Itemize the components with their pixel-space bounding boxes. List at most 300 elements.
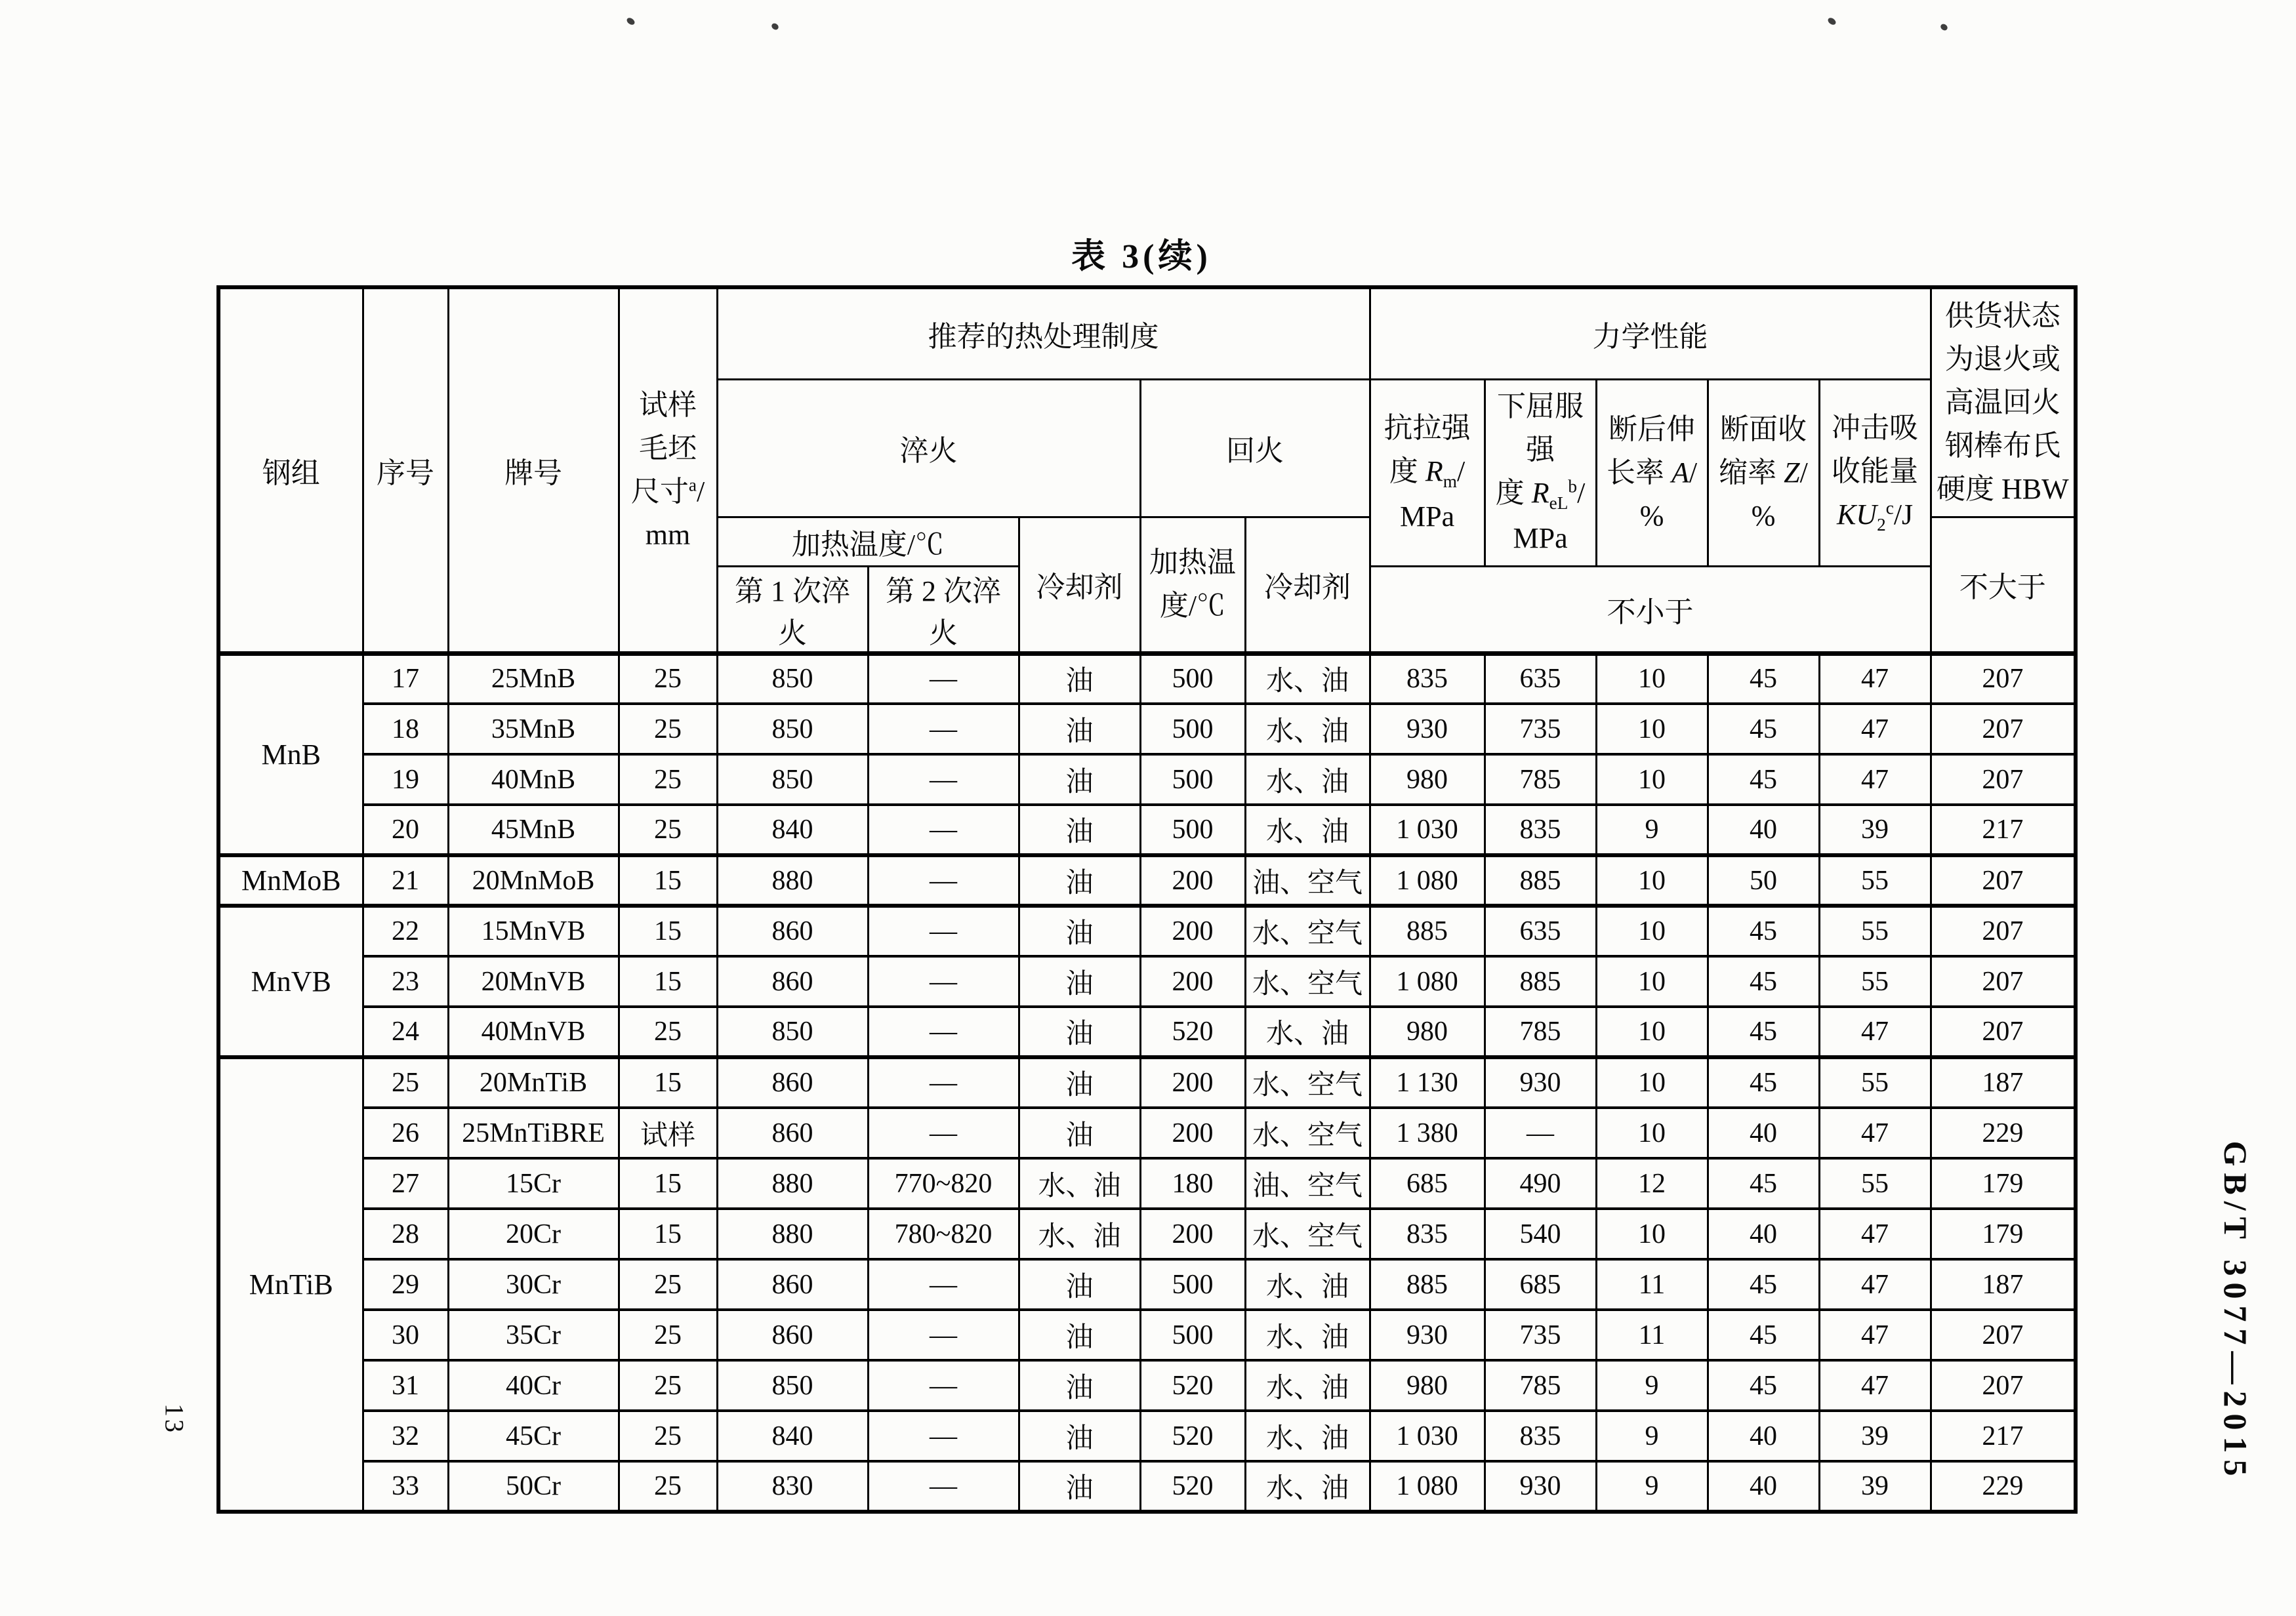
cell-quench2: 770~820 — [868, 1158, 1019, 1209]
cell-rm: 835 — [1370, 653, 1485, 704]
header-not-less-than: 不小于 — [1370, 566, 1931, 653]
header-first-quench: 第 1 次淬火 — [717, 566, 868, 653]
cell-a: 10 — [1596, 1108, 1708, 1158]
cell-z: 40 — [1708, 1108, 1819, 1158]
cell-a: 10 — [1596, 855, 1708, 906]
cell-grade: 20MnMoB — [448, 855, 619, 906]
cell-temper-temp: 200 — [1140, 855, 1245, 906]
table-row — [218, 1461, 2076, 1512]
cell-size: 25 — [619, 1259, 717, 1310]
cell-a: 10 — [1596, 956, 1708, 1007]
cell-temper-coolant: 水、油 — [1245, 805, 1370, 855]
cell-steel-group: MnB — [218, 653, 363, 855]
cell-ku: 47 — [1819, 1209, 1931, 1259]
header-tensile-strength — [1370, 379, 1485, 566]
cell-ku: 47 — [1819, 1259, 1931, 1310]
cell-temper-temp: 520 — [1140, 1360, 1245, 1411]
cell-seq: 18 — [363, 704, 448, 754]
cell-quench2: — — [868, 805, 1019, 855]
cell-temper-temp: 520 — [1140, 1411, 1245, 1461]
cell-ku: 55 — [1819, 906, 1931, 956]
cell-quench-coolant: 油 — [1019, 653, 1140, 704]
cell-a: 9 — [1596, 1461, 1708, 1512]
cell-ku: 55 — [1819, 1057, 1931, 1108]
header-reduction-of-area — [1708, 379, 1819, 566]
cell-temper-temp: 500 — [1140, 1310, 1245, 1360]
cell-quench-coolant: 水、油 — [1019, 1209, 1140, 1259]
cell-z: 40 — [1708, 1411, 1819, 1461]
cell-ku: 47 — [1819, 1310, 1931, 1360]
cell-temper-coolant: 水、空气 — [1245, 906, 1370, 956]
label-line: 试样 — [639, 388, 697, 421]
cell-size: 15 — [619, 855, 717, 906]
cell-steel-group: MnVB — [218, 906, 363, 1057]
cell-steel-group: MnMoB — [218, 855, 363, 906]
label-line: 度 $R_{eL}^b/$ — [1495, 476, 1586, 513]
cell-grade: 45Cr — [448, 1411, 619, 1461]
cell-seq: 28 — [363, 1209, 448, 1259]
cell-temper-coolant: 水、油 — [1245, 1007, 1370, 1057]
cell-hbw: 207 — [1931, 956, 2076, 1007]
cell-hbw: 229 — [1931, 1461, 2076, 1512]
cell-a: 10 — [1596, 704, 1708, 754]
cell-rm: 1 030 — [1370, 805, 1485, 855]
cell-steel-group: MnTiB — [218, 1057, 363, 1512]
cell-quench2: — — [868, 1007, 1019, 1057]
label-line: $KU_2^c/J$ — [1836, 498, 1914, 535]
cell-hbw: 179 — [1931, 1158, 2076, 1209]
cell-grade: 40Cr — [448, 1360, 619, 1411]
header-heat-treatment: 推荐的热处理制度 — [717, 287, 1370, 379]
cell-a: 10 — [1596, 1007, 1708, 1057]
cell-quench2: — — [868, 704, 1019, 754]
cell-grade: 15MnVB — [448, 906, 619, 956]
header-temper-coolant: 冷却剂 — [1245, 517, 1370, 653]
cell-size: 25 — [619, 1310, 717, 1360]
cell-temper-temp: 200 — [1140, 956, 1245, 1007]
label-line: 供货状态 — [1944, 299, 2060, 332]
cell-quench2: — — [868, 1057, 1019, 1108]
cell-temper-coolant: 水、油 — [1245, 1411, 1370, 1461]
cell-z: 40 — [1708, 1461, 1819, 1512]
cell-seq: 30 — [363, 1310, 448, 1360]
header-not-greater-than: 不大于 — [1931, 517, 2076, 653]
cell-a: 10 — [1596, 653, 1708, 704]
cell-rm: 930 — [1370, 704, 1485, 754]
cell-grade: 40MnB — [448, 754, 619, 805]
cell-a: 10 — [1596, 1057, 1708, 1108]
cell-seq: 23 — [363, 956, 448, 1007]
cell-z: 45 — [1708, 1259, 1819, 1310]
cell-size: 25 — [619, 653, 717, 704]
cell-quench1: 880 — [717, 1158, 868, 1209]
table-row — [218, 855, 2076, 906]
cell-rel: 835 — [1485, 1411, 1596, 1461]
table-row — [218, 906, 2076, 956]
cell-hbw: 229 — [1931, 1108, 2076, 1158]
cell-quench1: 850 — [717, 1007, 868, 1057]
cell-quench-coolant: 油 — [1019, 1007, 1140, 1057]
cell-rel: 735 — [1485, 704, 1596, 754]
cell-temper-temp: 520 — [1140, 1007, 1245, 1057]
cell-quench1: 860 — [717, 1259, 868, 1310]
cell-rel: 635 — [1485, 653, 1596, 704]
cell-hbw: 207 — [1931, 754, 2076, 805]
cell-ku: 47 — [1819, 754, 1931, 805]
cell-hbw: 187 — [1931, 1057, 2076, 1108]
cell-hbw: 207 — [1931, 1007, 2076, 1057]
cell-z: 45 — [1708, 1158, 1819, 1209]
cell-rm: 1 080 — [1370, 855, 1485, 906]
cell-temper-temp: 520 — [1140, 1461, 1245, 1512]
scan-speck — [1827, 16, 1837, 26]
cell-ku: 55 — [1819, 956, 1931, 1007]
cell-quench1: 880 — [717, 1209, 868, 1259]
cell-rm: 835 — [1370, 1209, 1485, 1259]
cell-quench-coolant: 油 — [1019, 805, 1140, 855]
label-line: 长率 A/ — [1606, 456, 1698, 489]
cell-quench-coolant: 油 — [1019, 1259, 1140, 1310]
cell-quench-coolant: 油 — [1019, 855, 1140, 906]
label-line: MPa — [1399, 500, 1455, 533]
cell-rm: 980 — [1370, 1360, 1485, 1411]
cell-z: 45 — [1708, 1360, 1819, 1411]
cell-seq: 20 — [363, 805, 448, 855]
cell-a: 10 — [1596, 1209, 1708, 1259]
cell-a: 10 — [1596, 906, 1708, 956]
cell-quench2: — — [868, 906, 1019, 956]
cell-rm: 885 — [1370, 906, 1485, 956]
cell-grade: 25MnTiBRE — [448, 1108, 619, 1158]
cell-quench1: 840 — [717, 805, 868, 855]
header-mechanical-properties: 力学性能 — [1370, 287, 1931, 379]
cell-rm: 685 — [1370, 1158, 1485, 1209]
cell-seq: 17 — [363, 653, 448, 704]
cell-rel: 930 — [1485, 1057, 1596, 1108]
cell-z: 45 — [1708, 1007, 1819, 1057]
cell-size: 15 — [619, 906, 717, 956]
cell-rel: 930 — [1485, 1461, 1596, 1512]
cell-size: 15 — [619, 1057, 717, 1108]
label-line: % — [1639, 499, 1664, 532]
cell-size: 25 — [619, 1360, 717, 1411]
cell-temper-temp: 200 — [1140, 1108, 1245, 1158]
cell-rel: 635 — [1485, 906, 1596, 956]
header-quench-coolant: 冷却剂 — [1019, 517, 1140, 653]
cell-grade: 20MnVB — [448, 956, 619, 1007]
cell-quench-coolant: 油 — [1019, 1310, 1140, 1360]
cell-seq: 25 — [363, 1057, 448, 1108]
label-line: 钢棒布氏 — [1944, 429, 2060, 462]
header-impact-energy — [1819, 379, 1931, 566]
cell-seq: 27 — [363, 1158, 448, 1209]
cell-quench1: 850 — [717, 1360, 868, 1411]
cell-rel: 540 — [1485, 1209, 1596, 1259]
cell-temper-temp: 500 — [1140, 653, 1245, 704]
page-number: 13 — [159, 1404, 190, 1435]
cell-seq: 21 — [363, 855, 448, 906]
header-specimen-size — [619, 287, 717, 653]
heat-treatment-table — [216, 285, 2078, 1514]
header-seq: 序号 — [363, 287, 448, 653]
cell-quench2: — — [868, 855, 1019, 906]
cell-a: 9 — [1596, 1360, 1708, 1411]
cell-ku: 39 — [1819, 805, 1931, 855]
cell-hbw: 217 — [1931, 1411, 2076, 1461]
label-line: 高温回火 — [1944, 386, 2060, 418]
cell-quench1: 850 — [717, 653, 868, 704]
table-row — [218, 754, 2076, 805]
cell-temper-coolant: 油、空气 — [1245, 855, 1370, 906]
cell-seq: 19 — [363, 754, 448, 805]
cell-grade: 50Cr — [448, 1461, 619, 1512]
cell-size: 15 — [619, 1158, 717, 1209]
table-row — [218, 956, 2076, 1007]
header-elongation — [1596, 379, 1708, 566]
cell-seq: 26 — [363, 1108, 448, 1158]
scan-speck — [1939, 23, 1948, 32]
cell-seq: 33 — [363, 1461, 448, 1512]
cell-temper-coolant: 水、空气 — [1245, 1057, 1370, 1108]
cell-hbw: 207 — [1931, 906, 2076, 956]
table-row — [218, 704, 2076, 754]
cell-quench-coolant: 油 — [1019, 1057, 1140, 1108]
cell-rm: 1 130 — [1370, 1057, 1485, 1108]
cell-temper-temp: 200 — [1140, 906, 1245, 956]
cell-z: 45 — [1708, 704, 1819, 754]
label-line: 为退火或 — [1944, 342, 2060, 375]
header-steel-group: 钢组 — [218, 287, 363, 653]
cell-quench1: 860 — [717, 1108, 868, 1158]
cell-rm: 980 — [1370, 754, 1485, 805]
cell-a: 11 — [1596, 1310, 1708, 1360]
cell-hbw: 207 — [1931, 1310, 2076, 1360]
cell-ku: 47 — [1819, 653, 1931, 704]
cell-temper-temp: 500 — [1140, 1259, 1245, 1310]
header-delivery-condition — [1931, 287, 2076, 517]
label-line: 硬度 HBW — [1937, 472, 2069, 505]
cell-z: 45 — [1708, 906, 1819, 956]
cell-quench1: 840 — [717, 1411, 868, 1461]
label-line: 缩率 Z/ — [1719, 456, 1808, 489]
cell-rel: 785 — [1485, 1360, 1596, 1411]
cell-temper-temp: 200 — [1140, 1209, 1245, 1259]
standard-code-sidebar: GB/T 3077—2015 — [2217, 1141, 2254, 1483]
cell-temper-temp: 200 — [1140, 1057, 1245, 1108]
table-row — [218, 1007, 2076, 1057]
cell-grade: 40MnVB — [448, 1007, 619, 1057]
table-row — [218, 1360, 2076, 1411]
header-quench: 淬火 — [717, 379, 1140, 517]
cell-temper-temp: 500 — [1140, 754, 1245, 805]
cell-quench-coolant: 油 — [1019, 906, 1140, 956]
label-line: 断面收 — [1720, 413, 1807, 445]
label-line: mm — [645, 518, 691, 551]
cell-size: 25 — [619, 1411, 717, 1461]
table-row — [218, 1310, 2076, 1360]
header-yield-strength — [1485, 379, 1596, 566]
cell-quench-coolant: 水、油 — [1019, 1158, 1140, 1209]
cell-z: 45 — [1708, 754, 1819, 805]
cell-quench1: 850 — [717, 704, 868, 754]
table-row — [218, 1108, 2076, 1158]
cell-grade: 35Cr — [448, 1310, 619, 1360]
cell-a: 12 — [1596, 1158, 1708, 1209]
cell-rm: 980 — [1370, 1007, 1485, 1057]
cell-temper-temp: 500 — [1140, 805, 1245, 855]
cell-seq: 22 — [363, 906, 448, 956]
cell-hbw: 187 — [1931, 1259, 2076, 1310]
cell-grade: 20MnTiB — [448, 1057, 619, 1108]
cell-temper-coolant: 水、油 — [1245, 1310, 1370, 1360]
cell-quench2: — — [868, 1411, 1019, 1461]
cell-temper-coolant: 水、油 — [1245, 1461, 1370, 1512]
cell-size: 25 — [619, 805, 717, 855]
cell-rm: 1 030 — [1370, 1411, 1485, 1461]
header-second-quench: 第 2 次淬火 — [868, 566, 1019, 653]
cell-rel: 835 — [1485, 805, 1596, 855]
cell-size: 15 — [619, 1209, 717, 1259]
cell-quench1: 860 — [717, 1057, 868, 1108]
label-line: 收能量 — [1832, 455, 1919, 488]
cell-quench-coolant: 油 — [1019, 1461, 1140, 1512]
table-row — [218, 805, 2076, 855]
cell-quench2: — — [868, 1461, 1019, 1512]
cell-hbw: 207 — [1931, 1360, 2076, 1411]
cell-temper-coolant: 水、空气 — [1245, 956, 1370, 1007]
cell-temper-coolant: 水、油 — [1245, 653, 1370, 704]
cell-temper-coolant: 水、空气 — [1245, 1108, 1370, 1158]
cell-rel: 885 — [1485, 855, 1596, 906]
label-line: 度/℃ — [1159, 590, 1226, 622]
cell-rm: 1 080 — [1370, 956, 1485, 1007]
cell-hbw: 217 — [1931, 805, 2076, 855]
cell-size: 25 — [619, 1461, 717, 1512]
cell-a: 10 — [1596, 754, 1708, 805]
cell-hbw: 207 — [1931, 653, 2076, 704]
cell-quench-coolant: 油 — [1019, 1108, 1140, 1158]
cell-quench-coolant: 油 — [1019, 956, 1140, 1007]
scan-speck — [770, 22, 779, 31]
cell-ku: 47 — [1819, 1007, 1931, 1057]
cell-temper-coolant: 水、油 — [1245, 754, 1370, 805]
cell-quench2: — — [868, 1108, 1019, 1158]
cell-z: 45 — [1708, 956, 1819, 1007]
header-temper-heating-temp — [1140, 517, 1245, 653]
cell-rm: 1 380 — [1370, 1108, 1485, 1158]
cell-quench1: 860 — [717, 1310, 868, 1360]
cell-quench2: — — [868, 1310, 1019, 1360]
label-line: 尺寸$^a$/ — [630, 475, 705, 508]
cell-temper-coolant: 水、油 — [1245, 704, 1370, 754]
cell-quench-coolant: 油 — [1019, 704, 1140, 754]
cell-a: 11 — [1596, 1259, 1708, 1310]
label-line: 断后伸 — [1609, 413, 1696, 445]
table-row — [218, 1411, 2076, 1461]
cell-grade: 15Cr — [448, 1158, 619, 1209]
cell-rel: 735 — [1485, 1310, 1596, 1360]
table-row — [218, 653, 2076, 704]
cell-temper-temp: 180 — [1140, 1158, 1245, 1209]
cell-z: 40 — [1708, 1209, 1819, 1259]
cell-seq: 31 — [363, 1360, 448, 1411]
table-row — [218, 1209, 2076, 1259]
cell-rel: 785 — [1485, 1007, 1596, 1057]
cell-quench-coolant: 油 — [1019, 754, 1140, 805]
label-line: % — [1751, 499, 1776, 532]
cell-seq: 32 — [363, 1411, 448, 1461]
cell-quench1: 850 — [717, 754, 868, 805]
cell-temper-coolant: 水、油 — [1245, 1259, 1370, 1310]
label-line: 度 $R_m/$ — [1389, 455, 1466, 491]
cell-grade: 45MnB — [448, 805, 619, 855]
cell-ku: 47 — [1819, 704, 1931, 754]
cell-grade: 30Cr — [448, 1259, 619, 1310]
label-line: 冲击吸 — [1832, 412, 1919, 445]
cell-size: 25 — [619, 704, 717, 754]
label-line: 下屈服强 — [1497, 390, 1584, 466]
cell-rm: 930 — [1370, 1310, 1485, 1360]
cell-ku: 55 — [1819, 855, 1931, 906]
table-row — [218, 1158, 2076, 1209]
cell-quench1: 860 — [717, 956, 868, 1007]
cell-rel: 490 — [1485, 1158, 1596, 1209]
cell-rm: 1 080 — [1370, 1461, 1485, 1512]
cell-z: 40 — [1708, 805, 1819, 855]
label-line: MPa — [1513, 521, 1568, 554]
cell-quench2: — — [868, 653, 1019, 704]
cell-quench2: 780~820 — [868, 1209, 1019, 1259]
cell-size: 15 — [619, 956, 717, 1007]
cell-ku: 55 — [1819, 1158, 1931, 1209]
cell-quench2: — — [868, 1259, 1019, 1310]
cell-z: 45 — [1708, 1310, 1819, 1360]
cell-hbw: 207 — [1931, 855, 2076, 906]
cell-grade: 20Cr — [448, 1209, 619, 1259]
cell-a: 9 — [1596, 1411, 1708, 1461]
header-quench-heating-temp: 加热温度/℃ — [717, 517, 1019, 566]
cell-quench2: — — [868, 754, 1019, 805]
cell-quench2: — — [868, 1360, 1019, 1411]
cell-seq: 24 — [363, 1007, 448, 1057]
table-title: 表 3(续) — [1071, 238, 1212, 275]
cell-rel: 785 — [1485, 754, 1596, 805]
cell-ku: 47 — [1819, 1360, 1931, 1411]
cell-rel: 885 — [1485, 956, 1596, 1007]
cell-quench1: 860 — [717, 906, 868, 956]
cell-quench1: 880 — [717, 855, 868, 906]
label-line: 抗拉强 — [1384, 412, 1471, 445]
cell-quench1: 830 — [717, 1461, 868, 1512]
scan-speck — [626, 16, 636, 26]
cell-ku: 47 — [1819, 1108, 1931, 1158]
header-grade: 牌号 — [448, 287, 619, 653]
header-temper: 回火 — [1140, 379, 1370, 517]
cell-rel: 685 — [1485, 1259, 1596, 1310]
cell-temper-coolant: 油、空气 — [1245, 1158, 1370, 1209]
label-line: 加热温 — [1149, 546, 1236, 578]
cell-rm: 885 — [1370, 1259, 1485, 1310]
cell-hbw: 207 — [1931, 704, 2076, 754]
table-row — [218, 1259, 2076, 1310]
cell-ku: 39 — [1819, 1411, 1931, 1461]
cell-temper-coolant: 水、空气 — [1245, 1209, 1370, 1259]
cell-size: 25 — [619, 1007, 717, 1057]
cell-seq: 29 — [363, 1259, 448, 1310]
cell-z: 45 — [1708, 653, 1819, 704]
table-row — [218, 1057, 2076, 1108]
cell-rel: — — [1485, 1108, 1596, 1158]
